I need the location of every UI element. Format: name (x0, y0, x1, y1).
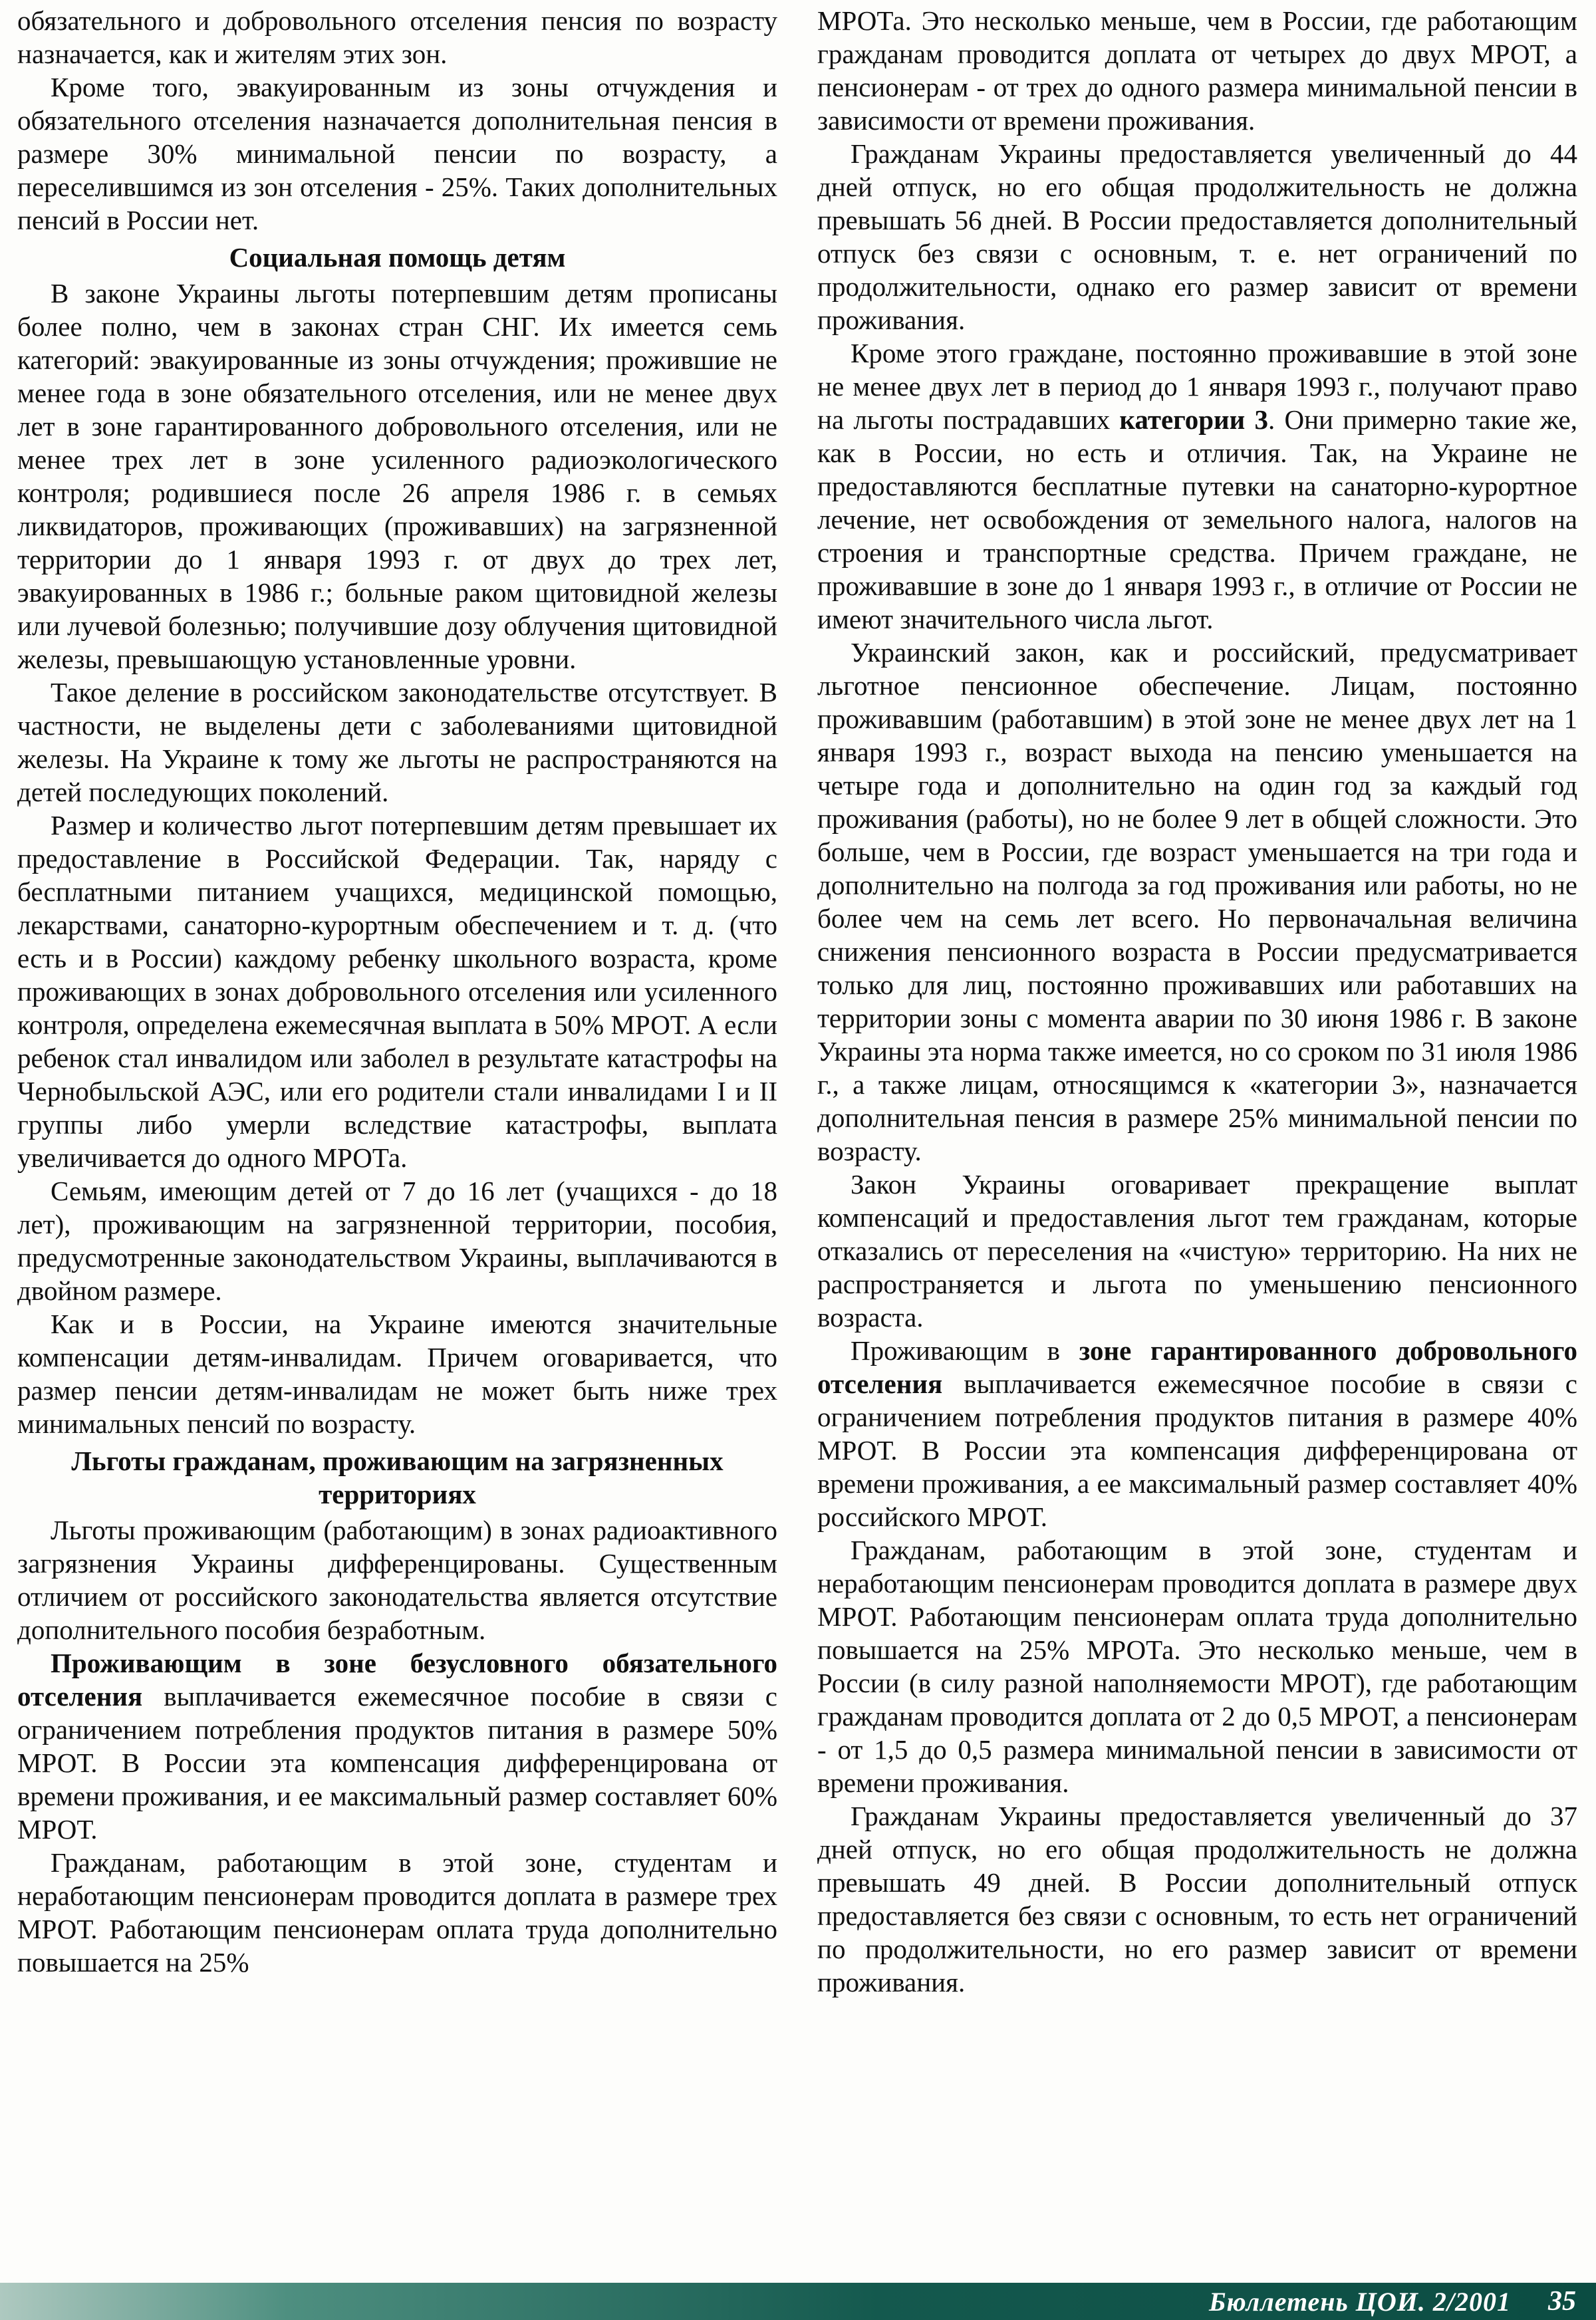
paragraph (17, 809, 777, 1174)
journal-title: Бюллетень ЦОИ. 2/2001 (1209, 2286, 1511, 2317)
text-run: Кроме этого граждане, постоянно проживавшие в этой зоне не менее двух лет в период до 1 января 1993 г., получают право на льготы пострадавших (817, 338, 1577, 435)
text-run: В законе Украины льготы потерпевшим детям прописаны более полно, чем в законах стран СНГ. Их имеется семь категорий: эвакуированные из зоны отчуждения; прожившие не менее года в зоне обязательного отселения, или не менее двух лет в зоне гарантированного добровольного отселения, или не менее трех лет в зоне усиленного радиоэкологического контроля; родившиеся после 26 апреля 1986 г. в семьях ликвидаторов, проживающих (проживавших) на загрязненной территории до 1 января 1993 г. от двух до трех лет, эвакуированных в 1986 г.; больные раком щитовидной железы или лучевой болезнью; получившие дозу облучения щитовидной железы, превышающую установленные уровни. (17, 278, 777, 674)
page-footer (0, 2283, 1596, 2320)
text-run: Льготы проживающим (работающим) в зонах радиоактивного загрязнения Украины дифференцированы. Существенным отличием от российского законодательства является отсутствие дополнительного пособия безработным. (17, 1515, 777, 1645)
paragraph (817, 636, 1577, 1168)
paragraph (17, 676, 777, 809)
section-heading: Социальная помощь детям (229, 242, 566, 273)
paragraph (817, 1533, 1577, 1799)
paragraph (817, 1334, 1577, 1533)
text-run: Такое деление в российском законодательстве отсутствует. В частности, не выделены дети с заболеваниями щитовидной железы. На Украине к тому же льготы не распространяются на детей последующих поколений. (17, 677, 777, 807)
paragraph (817, 4, 1577, 137)
paragraph (17, 1646, 777, 1846)
paragraph (817, 1168, 1577, 1334)
text-column-left (17, 4, 777, 2272)
text-run: МРОТа. Это несколько меньше, чем в России, где работающим гражданам проводится доплата от четырех до двух МРОТ, а пенсионерам - от трех до одного размера минимальной пенсии в зависимости от времени проживания. (817, 5, 1577, 136)
text-run: Кроме того, эвакуированным из зоны отчуждения и обязательного отселения назначается дополнительная пенсия в размере 30% минимальной пенсии по возрасту, а переселившимся из зон отселения - 25%. Таких дополнительных пенсий в России нет. (17, 72, 777, 235)
paragraph (17, 277, 777, 676)
text-run: Украинский закон, как и российский, предусматривает льготное пенсионное обеспечение. Лицам, постоянно проживавшим (работавшим) в этой зоне не менее двух лет на 1 января 1993 г., возраст выхода на пенсию уменьшается на четыре года и дополнительно на один год за каждый год проживания (работы), но не более 9 лет в общей сложности. Это больше, чем в России, где возраст уменьшается на три года и дополнительно на полгода за год проживания или работы, но не более чем на семь лет всего. Но первоначальная величина снижения пенсионного возраста в России предусматривается только для лиц, постоянно проживавших или работавших на территории зоны с момента аварии по 30 июня 1986 г. В законе Украины эта норма также имеется, но со сроком по 31 июля 1986 г., а также лицам, относящимся к «категории 3», назначается дополнительная пенсия в размере 25% минимальной пенсии по возрасту. (817, 637, 1577, 1166)
paragraph (17, 1846, 777, 1979)
bold-text-run: категории 3 (1119, 404, 1269, 435)
text-run: . Они примерно такие же, как в России, но есть и отличия. Так, на Украине не предоставляются бесплатные путевки на санаторно-курортное лечение, нет освобождения от земельного налога, налогов на строения и транспортные средства. Причем граждане, не проживавшие в зоне до 1 января 1993 г., в отличие от России не имеют значительного числа льгот. (817, 404, 1577, 634)
text-run: Проживающим в (851, 1335, 1079, 1366)
paragraph (17, 70, 777, 237)
text-run: выплачивается ежемесячное пособие в связи с ограничением потребления продуктов питания в размере 50% МРОТ. В России эта компенсация дифференцирована от времени проживания, и ее максимальный размер составляет 60% МРОТ. (17, 1681, 777, 1845)
bold-text-run: Проживающим в зоне безусловного обязательного отселения (17, 1648, 777, 1712)
text-column-right (817, 4, 1577, 2272)
paragraph (17, 1513, 777, 1646)
paragraph (817, 336, 1577, 636)
section-heading: Льготы гражданам, проживающим на загрязненных территориях (71, 1446, 724, 1509)
bold-text-run: зоне гарантированного добровольного отселения (817, 1335, 1577, 1399)
text-run: Гражданам, работающим в этой зоне, студентам и неработающим пенсионерам проводится доплата в размере трех МРОТ. Работающим пенсионерам оплата труда дополнительно повышается на 25% (17, 1847, 777, 1978)
text-run: Гражданам Украины предоставляется увеличенный до 37 дней отпуск, но его общая продолжительность не должна превышать 49 дней. В России дополнительный отпуск предоставляется без связи с основным, то есть нет ограничений по продолжительности, но его размер зависит от времени проживания. (817, 1801, 1577, 1998)
text-columns (17, 4, 1577, 2272)
page-number: 35 (1548, 2286, 1576, 2317)
text-run: Размер и количество льгот потерпевшим детям превышает их предоставление в Российской Федерации. Так, наряду с бесплатными питанием учащихся, медицинской помощью, лекарствами, санаторно-курортным обеспечением и т. д. (что есть и в России) каждому ребенку школьного возраста, кроме проживающих в зонах добровольного отселения или усиленного контроля, определена ежемесячная выплата в 50% МРОТ. А если ребенок стал инвалидом или заболел в результате катастрофы на Чернобыльской АЭС, или его родители стали инвалидами I и II группы либо умерли вследствие катастрофы, выплата увеличивается до одного МРОТа. (17, 810, 777, 1173)
text-run: выплачивается ежемесячное пособие в связи с ограничением потребления продуктов питания в размере 40% МРОТ. В России эта компенсация дифференцирована от времени проживания, а ее максимальный размер составляет 40% российского МРОТ. (817, 1368, 1577, 1532)
text-run: обязательного и добровольного отселения пенсия по возрасту назначается, как и жителям этих зон. (17, 5, 777, 69)
text-run: Гражданам, работающим в этой зоне, студентам и неработающим пенсионерам проводится доплата в размере двух МРОТ. Работающим пенсионерам оплата труда дополнительно повышается на 25% МРОТа. Это несколько меньше, чем в России (в силу разной наполняемости МРОТ), где работающим гражданам проводится доплата от 2 до 0,5 МРОТ, а пенсионерам - от 1,5 до 0,5 размера минимальной пенсии в зависимости от времени проживания. (817, 1535, 1577, 1798)
text-run: Как и в России, на Украине имеются значительные компенсации детям-инвалидам. Причем оговаривается, что размер пенсии детям-инвалидам не может быть ниже трех минимальных пенсий по возрасту. (17, 1309, 777, 1439)
paragraph (17, 1307, 777, 1440)
text-run: Гражданам Украины предоставляется увеличенный до 44 дней отпуск, но его общая продолжительность не должна превышать 56 дней. В России предоставляется дополнительный отпуск без связи с основным, т. е. нет ограничений по продолжительности, однако его размер зависит от времени проживания. (817, 138, 1577, 335)
paragraph (817, 1799, 1577, 1999)
text-run: Семьям, имеющим детей от 7 до 16 лет (учащихся - до 18 лет), проживающим на загрязненной территории, пособия, предусмотренные законодательством Украины, выплачиваются в двойном размере. (17, 1176, 777, 1306)
text-run: Закон Украины оговаривает прекращение выплат компенсаций и предоставления льгот тем гражданам, которые отказались от переселения на «чистую» территорию. На них не распространяется и льгота по уменьшению пенсионного возраста. (817, 1169, 1577, 1333)
paragraph (17, 1174, 777, 1307)
paragraph (17, 4, 777, 70)
paragraph (817, 137, 1577, 336)
